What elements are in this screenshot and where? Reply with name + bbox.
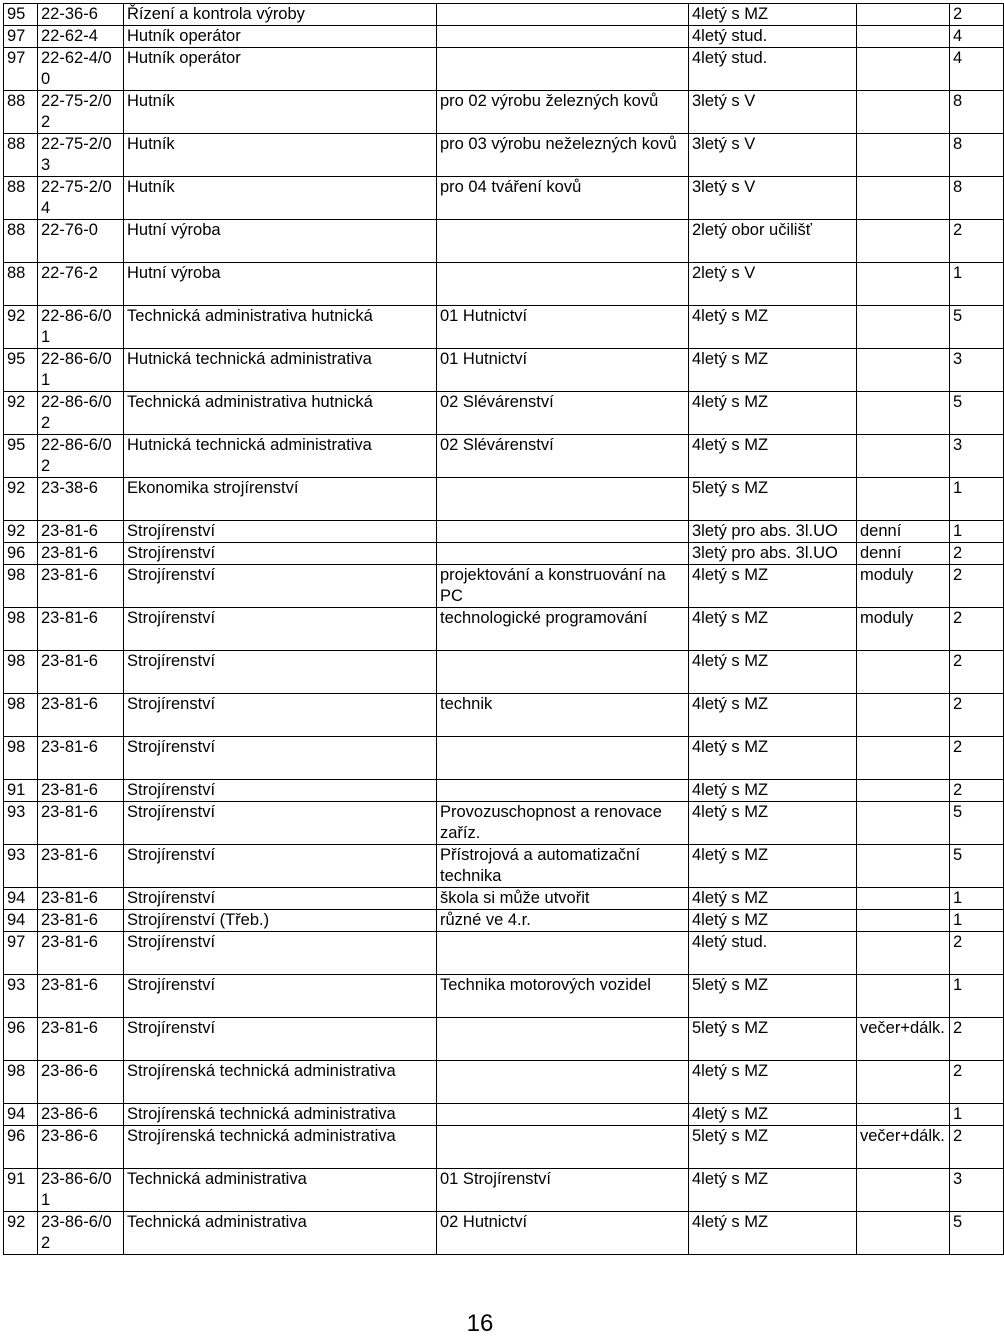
cell-specialization: Přístrojová a automatizační technika [437,845,689,888]
cell-specialization: technologické programování [437,608,689,651]
cell-study-form: 5letý s MZ [689,1018,857,1061]
cell-study-form: 4letý stud. [689,26,857,48]
cell-year: 91 [4,780,38,802]
cell-field: Strojírenství [124,694,437,737]
cell-field: Hutnická technická administrativa [124,435,437,478]
cell-year: 95 [4,435,38,478]
table-row [4,910,1004,932]
cell-year: 96 [4,543,38,565]
cell-specialization [437,220,689,263]
cell-study-form: 4letý s MZ [689,802,857,845]
cell-study-form: 4letý s MZ [689,4,857,26]
cell-code: 22-76-2 [38,263,124,306]
cell-field: Strojírenská technická administrativa [124,1061,437,1104]
cell-specialization: 01 Hutnictví [437,306,689,349]
cell-count: 5 [950,392,1004,435]
cell-field: Strojírenství [124,888,437,910]
table-row [4,1212,1004,1255]
cell-mode [857,802,950,845]
cell-study-form: 4letý s MZ [689,737,857,780]
cell-count: 2 [950,737,1004,780]
cell-study-form: 4letý s MZ [689,910,857,932]
cell-specialization [437,1104,689,1126]
cell-count: 1 [950,975,1004,1018]
cell-year: 92 [4,478,38,521]
table-row [4,349,1004,392]
cell-code: 23-86-6/0 2 [38,1212,124,1255]
cell-specialization [437,1018,689,1061]
table-row [4,478,1004,521]
cell-code: 23-81-6 [38,737,124,780]
cell-mode [857,177,950,220]
cell-study-form: 4letý s MZ [689,780,857,802]
cell-year: 88 [4,220,38,263]
cell-count: 1 [950,888,1004,910]
cell-code: 22-76-0 [38,220,124,263]
cell-year: 92 [4,392,38,435]
cell-code: 23-81-6 [38,932,124,975]
cell-mode: denní [857,521,950,543]
cell-count: 5 [950,1212,1004,1255]
cell-field: Strojírenství [124,608,437,651]
cell-specialization: 01 Strojírenství [437,1169,689,1212]
cell-count: 3 [950,349,1004,392]
table-row [4,845,1004,888]
cell-count: 2 [950,543,1004,565]
cell-study-form: 4letý s MZ [689,435,857,478]
table-row [4,26,1004,48]
cell-study-form: 4letý s MZ [689,845,857,888]
cell-field: Strojírenství [124,932,437,975]
cell-code: 23-81-6 [38,608,124,651]
cell-mode [857,392,950,435]
cell-count: 2 [950,1061,1004,1104]
cell-mode [857,4,950,26]
cell-study-form: 3letý s V [689,134,857,177]
cell-code: 22-86-6/0 2 [38,392,124,435]
cell-code: 23-81-6 [38,975,124,1018]
cell-year: 92 [4,1212,38,1255]
table-row [4,4,1004,26]
cell-field: Technická administrativa hutnická [124,306,437,349]
cell-code: 23-86-6/0 1 [38,1169,124,1212]
cell-code: 22-86-6/0 1 [38,306,124,349]
cell-specialization [437,4,689,26]
cell-count: 8 [950,177,1004,220]
cell-study-form: 2letý s V [689,263,857,306]
table-row [4,1018,1004,1061]
page-number: 16 [466,1310,494,1337]
cell-code: 23-38-6 [38,478,124,521]
cell-count: 2 [950,932,1004,975]
cell-mode [857,1061,950,1104]
cell-year: 88 [4,134,38,177]
cell-code: 23-81-6 [38,910,124,932]
table-row [4,220,1004,263]
cell-count: 2 [950,565,1004,608]
cell-code: 22-62-4 [38,26,124,48]
cell-mode [857,220,950,263]
cell-field: Technická administrativa [124,1169,437,1212]
cell-specialization [437,48,689,91]
cell-field: Strojírenská technická administrativa [124,1104,437,1126]
cell-year: 88 [4,177,38,220]
cell-count: 4 [950,26,1004,48]
cell-mode [857,91,950,134]
cell-field: Hutnická technická administrativa [124,349,437,392]
cell-code: 23-81-6 [38,780,124,802]
cell-specialization [437,263,689,306]
cell-study-form: 3letý pro abs. 3l.UO [689,521,857,543]
cell-count: 1 [950,521,1004,543]
cell-mode [857,1104,950,1126]
cell-field: Hutní výroba [124,263,437,306]
cell-field: Strojírenská technická administrativa [124,1126,437,1169]
cell-specialization [437,1061,689,1104]
cell-specialization: 02 Hutnictví [437,1212,689,1255]
cell-year: 95 [4,349,38,392]
cell-field: Řízení a kontrola výroby [124,4,437,26]
cell-year: 97 [4,26,38,48]
cell-specialization: pro 04 tváření kovů [437,177,689,220]
cell-specialization [437,478,689,521]
cell-study-form: 3letý s V [689,91,857,134]
cell-count: 8 [950,134,1004,177]
cell-code: 22-75-2/0 2 [38,91,124,134]
cell-field: Strojírenství (Třeb.) [124,910,437,932]
cell-year: 96 [4,1018,38,1061]
table-row [4,651,1004,694]
cell-count: 2 [950,1018,1004,1061]
cell-count: 3 [950,1169,1004,1212]
table-row [4,888,1004,910]
table-row [4,932,1004,975]
table-row [4,435,1004,478]
cell-field: Strojírenství [124,780,437,802]
cell-year: 98 [4,737,38,780]
cell-field: Strojírenství [124,802,437,845]
cell-count: 1 [950,1104,1004,1126]
cell-mode [857,1169,950,1212]
cell-study-form: 4letý s MZ [689,565,857,608]
cell-study-form: 4letý s MZ [689,1212,857,1255]
cell-field: Hutník operátor [124,48,437,91]
cell-specialization: Provozuschopnost a renovace zaříz. [437,802,689,845]
cell-year: 95 [4,4,38,26]
cell-code: 23-81-6 [38,1018,124,1061]
cell-count: 2 [950,220,1004,263]
cell-specialization: technik [437,694,689,737]
cell-mode [857,651,950,694]
cell-field: Hutník operátor [124,26,437,48]
cell-field: Hutník [124,91,437,134]
cell-specialization: projektování a konstruování na PC [437,565,689,608]
table-row [4,1126,1004,1169]
table-row [4,521,1004,543]
cell-specialization [437,737,689,780]
table-row [4,975,1004,1018]
table-row [4,263,1004,306]
cell-field: Strojírenství [124,1018,437,1061]
cell-count: 2 [950,780,1004,802]
cell-count: 1 [950,910,1004,932]
table-row [4,802,1004,845]
cell-specialization: škola si může utvořit [437,888,689,910]
cell-count: 5 [950,802,1004,845]
cell-specialization: 01 Hutnictví [437,349,689,392]
cell-study-form: 4letý stud. [689,48,857,91]
cell-study-form: 3letý pro abs. 3l.UO [689,543,857,565]
cell-mode: denní [857,543,950,565]
cell-year: 91 [4,1169,38,1212]
table-row [4,306,1004,349]
cell-specialization: 02 Slévárenství [437,392,689,435]
table-row [4,565,1004,608]
cell-field: Hutník [124,177,437,220]
table-body [4,4,1004,1255]
cell-count: 2 [950,694,1004,737]
cell-mode [857,349,950,392]
table-row [4,392,1004,435]
cell-specialization [437,780,689,802]
cell-count: 1 [950,263,1004,306]
cell-field: Technická administrativa [124,1212,437,1255]
cell-count: 2 [950,608,1004,651]
cell-year: 92 [4,521,38,543]
cell-mode [857,306,950,349]
table-row [4,543,1004,565]
cell-study-form: 4letý s MZ [689,608,857,651]
cell-specialization [437,1126,689,1169]
cell-count: 2 [950,651,1004,694]
cell-field: Strojírenství [124,543,437,565]
cell-specialization [437,651,689,694]
cell-code: 22-36-6 [38,4,124,26]
cell-year: 88 [4,91,38,134]
cell-specialization: různé ve 4.r. [437,910,689,932]
cell-year: 98 [4,565,38,608]
cell-mode [857,48,950,91]
cell-mode [857,694,950,737]
cell-mode [857,975,950,1018]
cell-code: 23-81-6 [38,845,124,888]
cell-code: 23-81-6 [38,521,124,543]
cell-study-form: 4letý s MZ [689,1061,857,1104]
cell-year: 98 [4,694,38,737]
cell-code: 23-81-6 [38,888,124,910]
cell-count: 4 [950,48,1004,91]
cell-code: 22-62-4/0 0 [38,48,124,91]
cell-year: 92 [4,306,38,349]
cell-year: 96 [4,1126,38,1169]
cell-mode [857,780,950,802]
cell-mode: večer+dálk. [857,1018,950,1061]
cell-field: Strojírenství [124,521,437,543]
cell-study-form: 4letý s MZ [689,1104,857,1126]
cell-study-form: 4letý s MZ [689,349,857,392]
cell-study-form: 4letý s MZ [689,1169,857,1212]
cell-specialization [437,26,689,48]
cell-year: 98 [4,1061,38,1104]
cell-count: 1 [950,478,1004,521]
cell-study-form: 3letý s V [689,177,857,220]
cell-mode: moduly [857,608,950,651]
cell-year: 94 [4,888,38,910]
cell-code: 23-86-6 [38,1126,124,1169]
cell-field: Strojírenství [124,737,437,780]
cell-year: 88 [4,263,38,306]
cell-code: 23-86-6 [38,1104,124,1126]
cell-study-form: 4letý s MZ [689,392,857,435]
cell-code: 23-86-6 [38,1061,124,1104]
cell-study-form: 4letý s MZ [689,306,857,349]
cell-field: Ekonomika strojírenství [124,478,437,521]
cell-year: 93 [4,802,38,845]
cell-study-form: 4letý s MZ [689,888,857,910]
cell-field: Strojírenství [124,651,437,694]
cell-mode: moduly [857,565,950,608]
table-row [4,1169,1004,1212]
cell-year: 94 [4,1104,38,1126]
table-row [4,780,1004,802]
cell-field: Hutní výroba [124,220,437,263]
cell-field: Technická administrativa hutnická [124,392,437,435]
cell-mode [857,263,950,306]
cell-code: 22-86-6/0 2 [38,435,124,478]
cell-count: 2 [950,4,1004,26]
cell-study-form: 5letý s MZ [689,975,857,1018]
cell-year: 98 [4,608,38,651]
cell-mode [857,932,950,975]
table-row [4,1104,1004,1126]
cell-mode [857,435,950,478]
cell-year: 98 [4,651,38,694]
cell-study-form: 4letý s MZ [689,651,857,694]
cell-specialization [437,543,689,565]
cell-year: 93 [4,845,38,888]
cell-study-form: 5letý s MZ [689,1126,857,1169]
cell-specialization: pro 03 výrobu neželezných kovů [437,134,689,177]
cell-code: 22-86-6/0 1 [38,349,124,392]
cell-field: Strojírenství [124,565,437,608]
cell-code: 23-81-6 [38,543,124,565]
cell-count: 8 [950,91,1004,134]
cell-study-form: 4letý s MZ [689,694,857,737]
cell-count: 2 [950,1126,1004,1169]
cell-study-form: 2letý obor učilišť [689,220,857,263]
cell-specialization [437,521,689,543]
cell-code: 23-81-6 [38,802,124,845]
cell-code: 22-75-2/0 4 [38,177,124,220]
cell-count: 5 [950,306,1004,349]
table-row [4,134,1004,177]
table-row [4,608,1004,651]
cell-specialization [437,932,689,975]
cell-specialization: 02 Slévárenství [437,435,689,478]
cell-count: 3 [950,435,1004,478]
table-row [4,48,1004,91]
cell-mode [857,1212,950,1255]
cell-year: 94 [4,910,38,932]
cell-mode [857,134,950,177]
cell-mode [857,737,950,780]
cell-count: 5 [950,845,1004,888]
cell-field: Strojírenství [124,845,437,888]
table-row [4,91,1004,134]
study-programs-table [3,3,1004,1255]
cell-field: Hutník [124,134,437,177]
cell-code: 23-81-6 [38,651,124,694]
table-row [4,737,1004,780]
cell-specialization: Technika motorových vozidel [437,975,689,1018]
table-row [4,1061,1004,1104]
cell-mode [857,26,950,48]
cell-mode [857,845,950,888]
cell-code: 23-81-6 [38,565,124,608]
table-row [4,694,1004,737]
cell-mode [857,888,950,910]
cell-code: 22-75-2/0 3 [38,134,124,177]
cell-field: Strojírenství [124,975,437,1018]
cell-study-form: 5letý s MZ [689,478,857,521]
cell-study-form: 4letý stud. [689,932,857,975]
cell-mode [857,478,950,521]
cell-year: 97 [4,932,38,975]
cell-specialization: pro 02 výrobu železných kovů [437,91,689,134]
cell-year: 97 [4,48,38,91]
cell-mode: večer+dálk. [857,1126,950,1169]
cell-year: 93 [4,975,38,1018]
table-row [4,177,1004,220]
cell-code: 23-81-6 [38,694,124,737]
cell-mode [857,910,950,932]
